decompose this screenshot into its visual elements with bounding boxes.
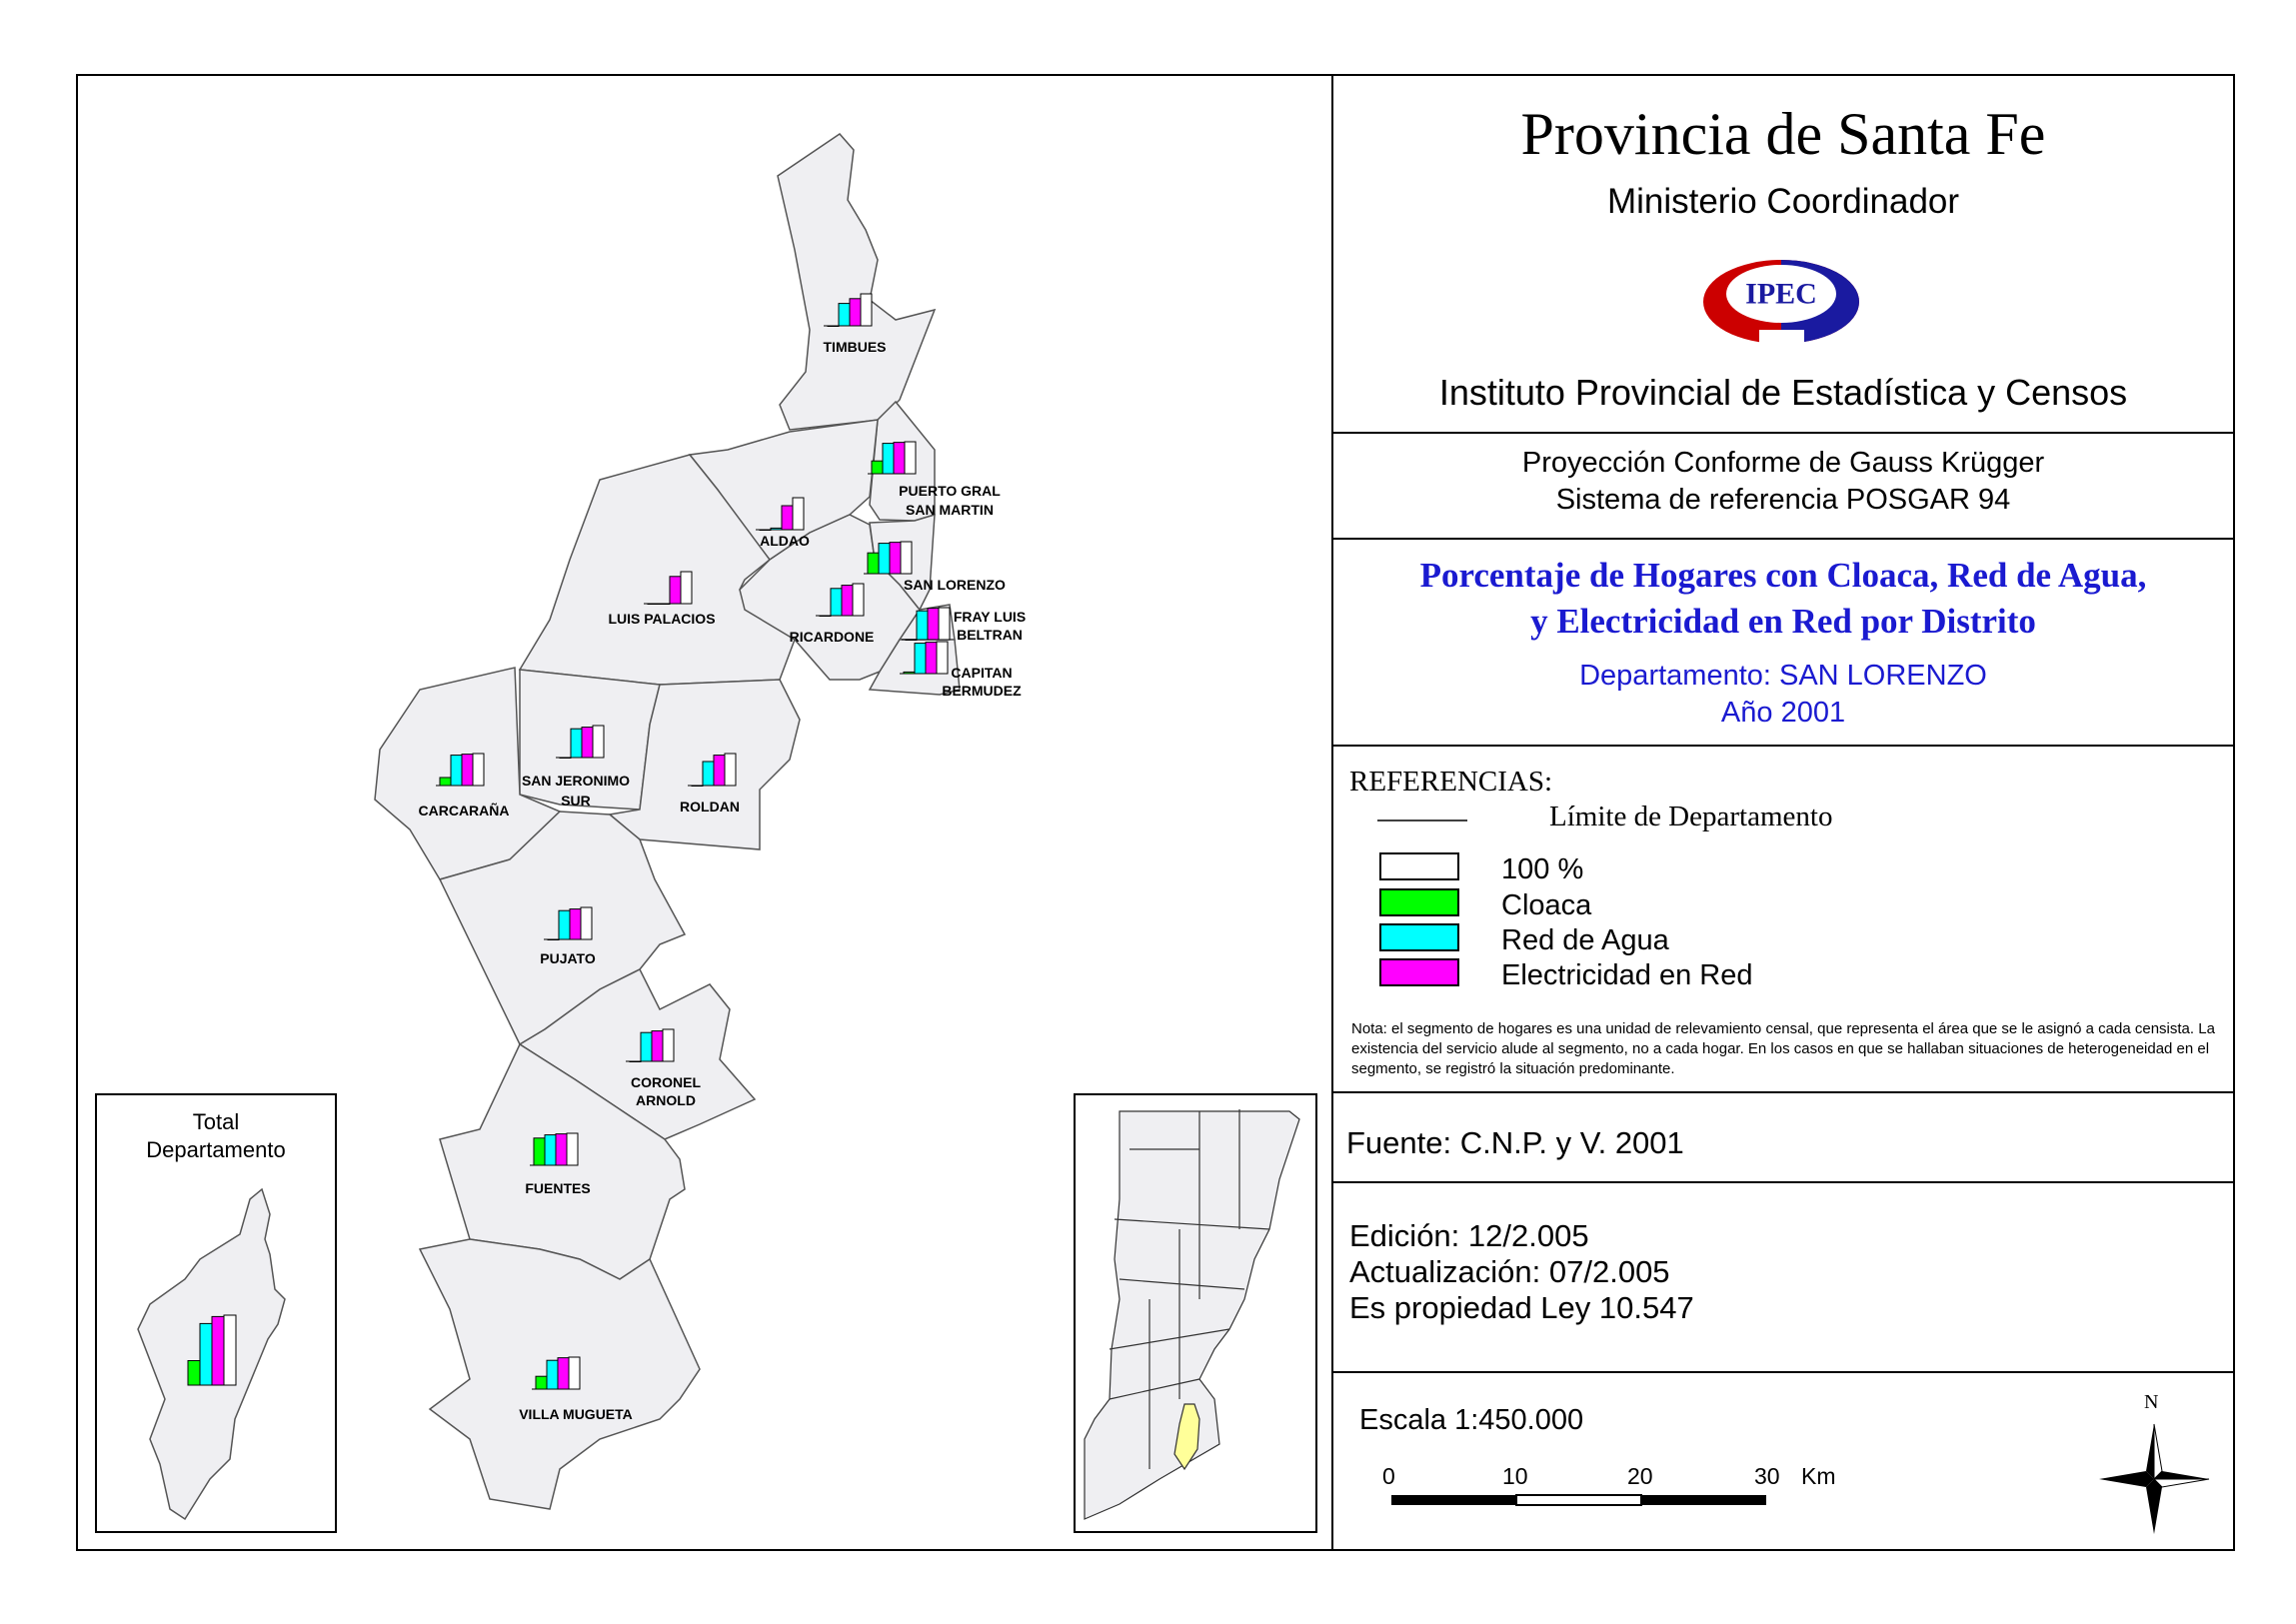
district-label: ROLDAN [680,799,740,814]
legend-swatch-agua [1379,923,1459,951]
note-text: Nota: el segmento de hogares es una unidad de relevamiento censal, que representa el área que se le asignó a cada censista. La existencia del servicio alude al segmento, no a cada hogar. En los casos en que se hallaban situaciones de heterogeneidad en el segmento, se registró la situación predominante. [1351,1020,2215,1077]
scale-tick-10: 10 [1502,1463,1528,1489]
scale-unit: Km [1801,1463,1836,1489]
divider [1331,745,2233,747]
district-label: CARCARAÑA [418,803,510,818]
update-date: Actualización: 07/2.005 [1349,1254,1670,1289]
ministry-name: Ministerio Coordinador [1606,182,1960,221]
edition-date: Edición: 12/2.005 [1349,1218,1589,1253]
legend-swatch-electricidad [1379,958,1459,986]
legend-swatch-cloaca [1379,888,1459,916]
district-label: VILLA MUGUETA [519,1406,633,1422]
inset-total-title-2: Departamento [146,1137,286,1162]
district-label: BELTRAN [957,627,1023,643]
district-label: BERMUDEZ [942,683,1022,699]
district-label: PUERTO GRAL [899,483,1001,499]
district-label: ALDAO [760,533,810,549]
ipec-logo-text: IPEC [1745,277,1817,311]
source-text: Fuente: C.N.P. y V. 2001 [1346,1125,1684,1160]
divider [1331,1371,2233,1373]
district-label: SAN MARTIN [906,502,994,518]
district-label: CAPITAN [951,665,1013,681]
district-label: TIMBUES [823,339,887,355]
map-title-line1: Porcentaje de Hogares con Cloaca, Red de Agua, [1419,556,2147,595]
legend-label-agua: Red de Agua [1501,924,1669,956]
district-label: SUR [561,793,591,809]
boundary-label: Límite de Departamento [1549,801,1833,832]
legend-label-electricidad: Electricidad en Red [1501,959,1753,991]
scale-label: Escala 1:450.000 [1359,1404,1584,1436]
north-label: N [2144,1391,2159,1413]
legend-swatch-full [1379,852,1459,880]
district-label: CORONEL [631,1074,701,1090]
references-heading: REFERENCIAS: [1349,766,1553,798]
inset-total-title-1: Total [192,1109,240,1134]
divider [1331,1091,2233,1093]
divider [1331,538,2233,540]
divider [1331,432,2233,434]
map-title-line2: y Electricidad en Red por Distrito [1530,602,2036,641]
page-title: Provincia de Santa Fe [1520,101,2046,167]
district-label: ARNOLD [636,1092,696,1108]
legend-label-full: 100 % [1501,853,1584,885]
legend-label-cloaca: Cloaca [1501,889,1592,921]
district-label: SAN JERONIMO [521,773,631,789]
scale-tick-20: 20 [1627,1463,1653,1489]
district-label: LUIS PALACIOS [608,611,716,627]
district-label: PUJATO [540,950,596,966]
district-label: FUENTES [525,1180,591,1196]
scale-tick-0: 0 [1382,1463,1395,1489]
scale-tick-30: 30 [1754,1463,1780,1489]
divider [1331,1181,2233,1183]
projection-line2: Sistema de referencia POSGAR 94 [1555,484,2011,516]
district-label: SAN LORENZO [904,577,1006,593]
projection-line1: Proyección Conforme de Gauss Krügger [1521,447,2045,479]
district-label: RICARDONE [789,629,875,645]
year-label: Año 2001 [1720,697,1846,729]
department-label: Departamento: SAN LORENZO [1579,660,1987,692]
property-law: Es propiedad Ley 10.547 [1349,1290,1694,1325]
district-label: FRAY LUIS [953,609,1027,625]
institute-name: Instituto Provincial de Estadística y Censos [1438,372,2128,413]
